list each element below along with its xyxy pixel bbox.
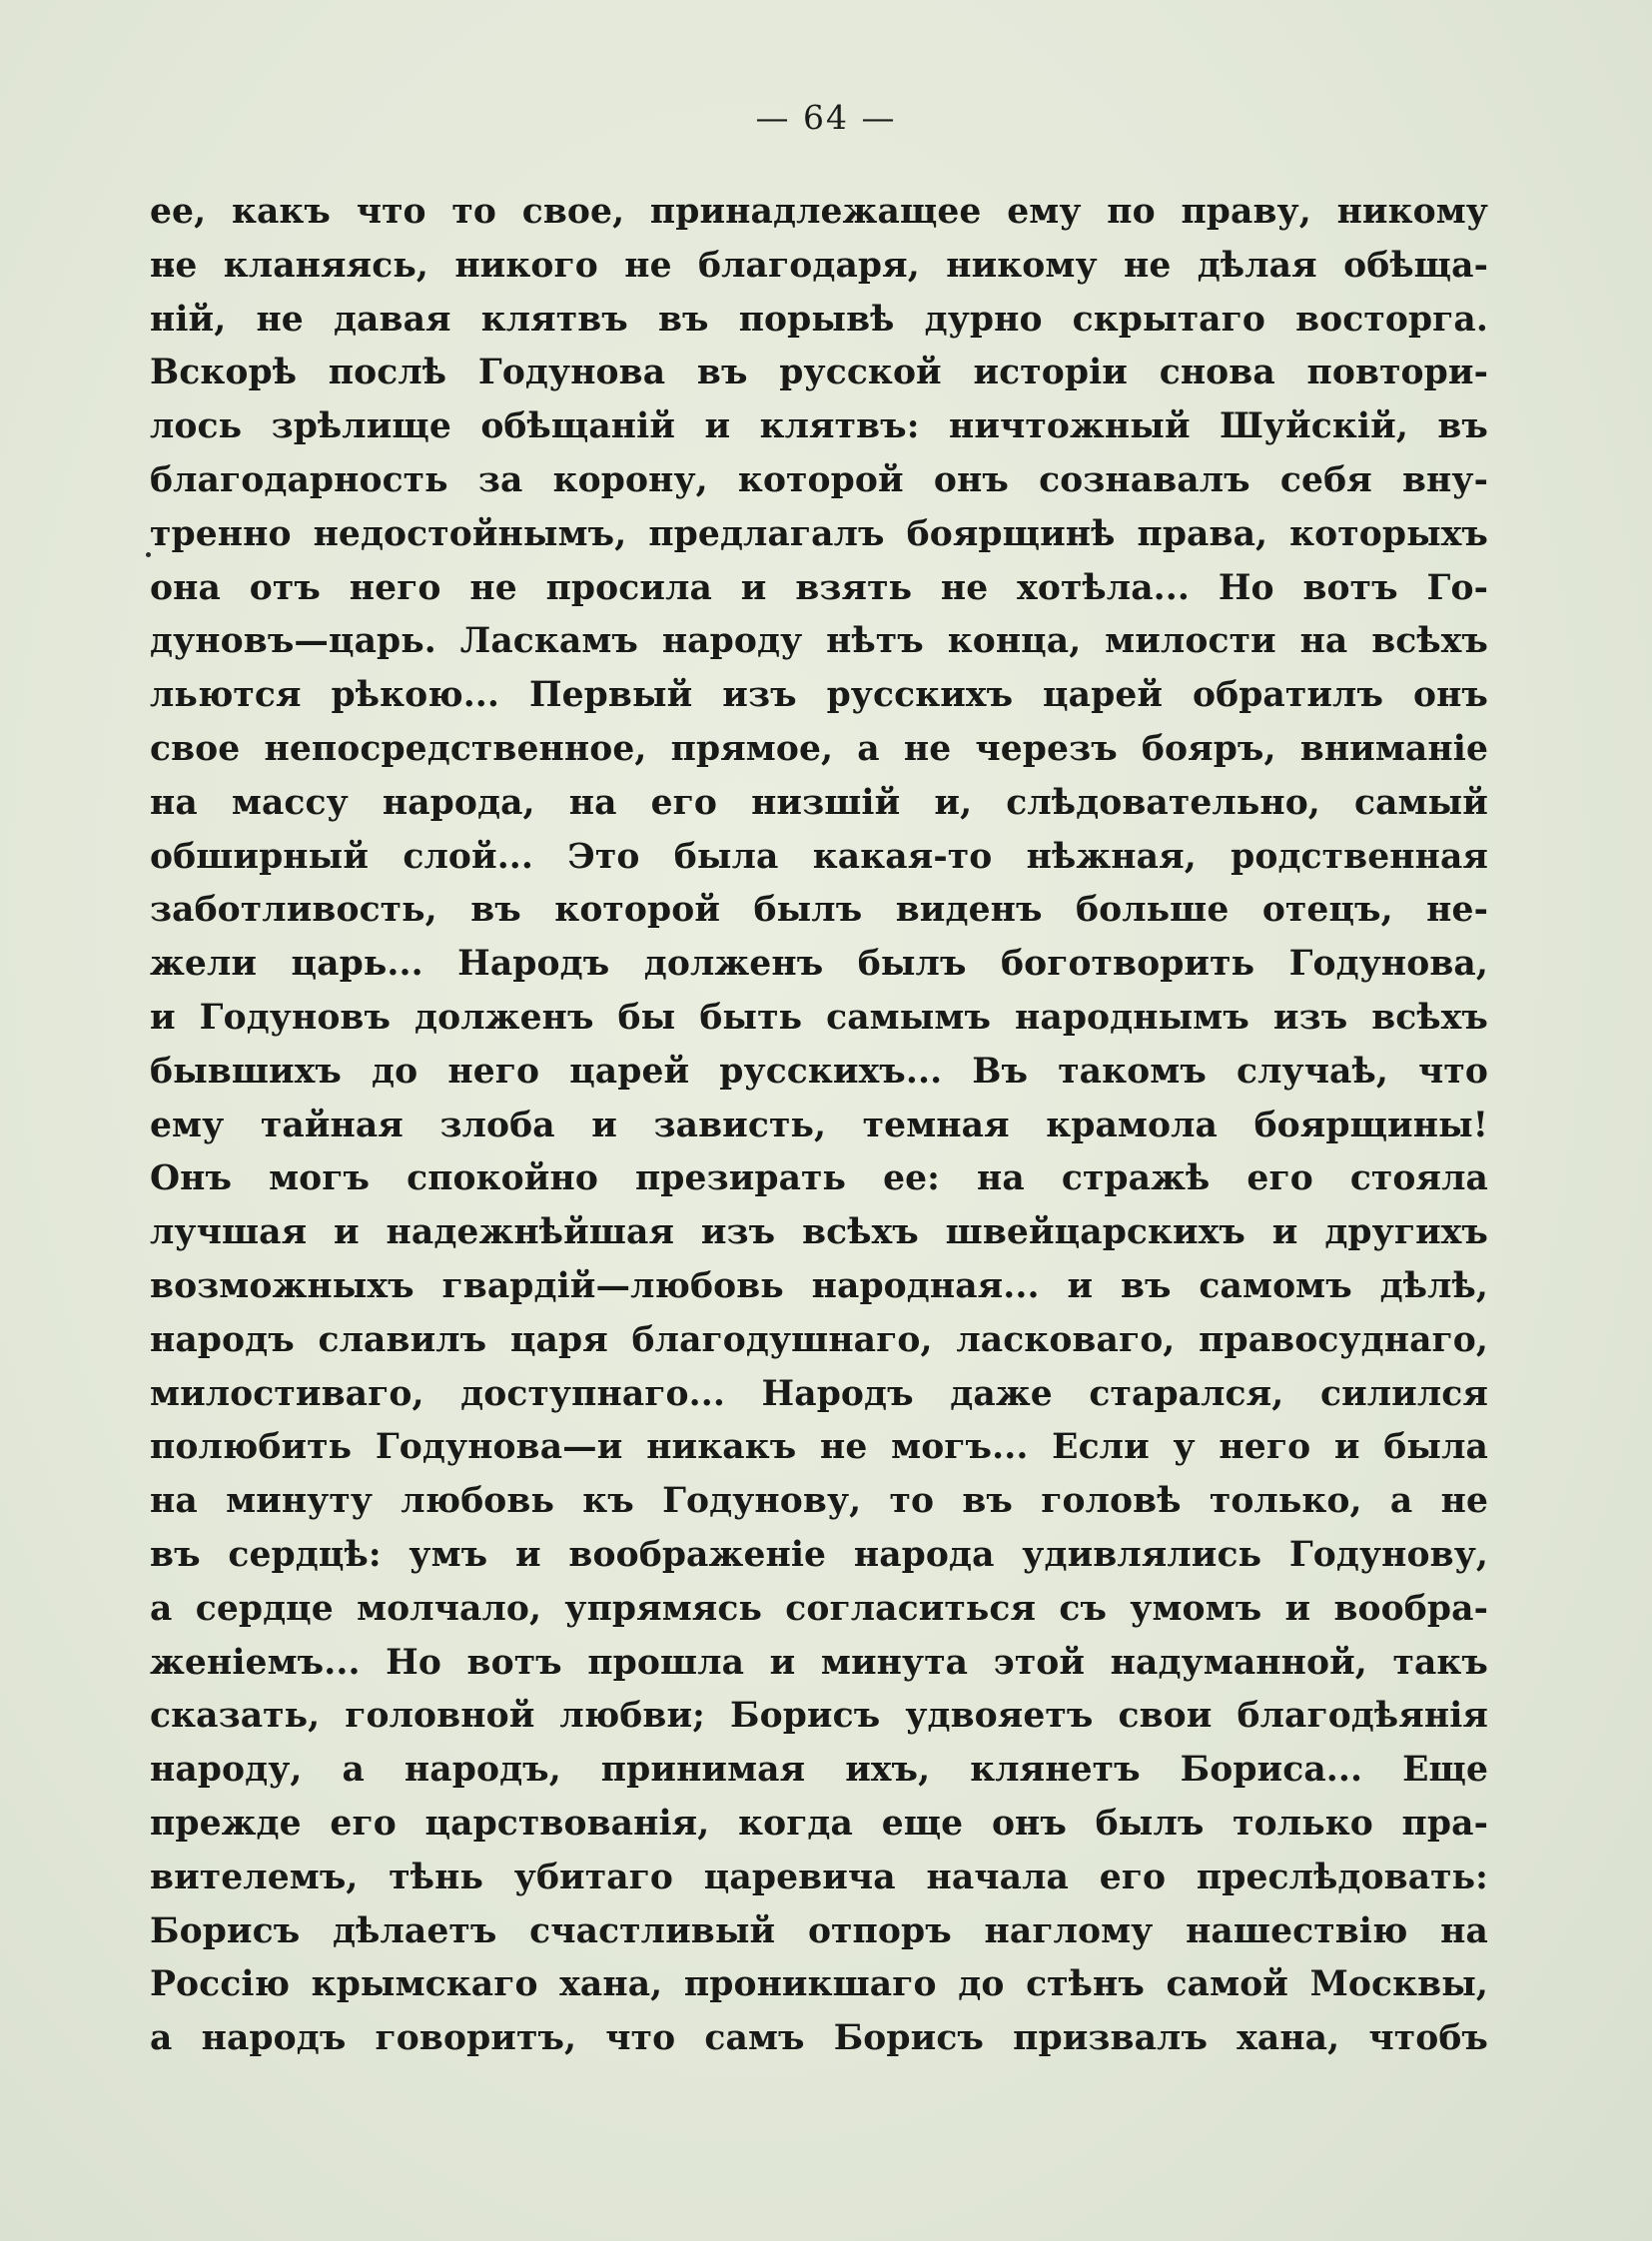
text-line: Борисъ дѣлаетъ счастливый отпоръ наглому нашествію на (150, 1910, 1488, 1951)
text-line: сказать, головной любви; Борисъ удвояетъ свои благодѣянія (150, 1696, 1488, 1737)
text-line: и Годуновъ долженъ бы быть самымъ народнымъ изъ всѣхъ (150, 997, 1488, 1038)
text-line: лучшая и надежнѣйшая изъ всѣхъ швейцарскихъ и другихъ (150, 1212, 1488, 1253)
text-line: лось зрѣлище обѣщаній и клятвъ: ничтожный Шуйскій, въ (150, 406, 1488, 447)
text-line: дуновъ—царь. Ласкамъ народу нѣтъ конца, милости на всѣхъ (150, 621, 1488, 662)
text-line: Россію крымскаго хана, проникшаго до стѣнъ самой Москвы, (150, 1964, 1488, 2005)
text-line: тренно недостойнымъ, предлагалъ боярщинѣ права, которыхъ (150, 513, 1488, 554)
text-line: свое непосредственное, прямое, а не черезъ бояръ, вниманіе (150, 728, 1488, 769)
text-line: народу, а народъ, принимая ихъ, клянетъ Бориса... Еще (150, 1750, 1488, 1791)
text-line: на минуту любовь къ Годунову, то въ головѣ только, а не (150, 1481, 1488, 1522)
text-line: обширный слой... Это была какая-то нѣжная, родственная (150, 836, 1488, 877)
text-line: возможныхъ гвардій—любовь народная... и въ самомъ дѣлѣ, (150, 1265, 1488, 1306)
text-line: она отъ него не просила и взять не хотѣла... Но вотъ Го- (150, 567, 1488, 608)
text-line: жели царь... Народъ долженъ былъ боготворить Годунова, (150, 944, 1488, 985)
text-line: ее, какъ что то свое, принадлежащее ему по праву, никому (150, 192, 1488, 232)
text-line: въ сердцѣ: умъ и воображеніе народа удивлялись Годунову, (150, 1534, 1488, 1575)
text-line: бывшихъ до него царей русскихъ... Въ такомъ случаѣ, что (150, 1051, 1488, 1092)
text-line: а сердце молчало, упрямясь согласиться съ умомъ и вообра- (150, 1588, 1488, 1629)
text-line: льются рѣкою... Первый изъ русскихъ царей обратилъ онъ (150, 675, 1488, 716)
text-line: народъ славилъ царя благодушнаго, ласковаго, правосуднаго, (150, 1319, 1488, 1360)
body-text (150, 186, 1488, 2066)
text-line: заботливость, въ которой былъ виденъ больше отецъ, не- (150, 890, 1488, 931)
text-line: ній, не давая клятвъ въ порывѣ дурно скрытаго восторга. (150, 299, 1488, 340)
text-line: на массу народа, на его низшій и, слѣдовательно, самый (150, 782, 1488, 823)
text-line: женіемъ... Но вотъ прошла и минута этой надуманной, такъ (150, 1642, 1488, 1683)
text-line: ему тайная злоба и зависть, темная крамола боярщины! (150, 1105, 1488, 1145)
page-number: — 64 — (755, 98, 897, 137)
text-line: благодарность за корону, которой онъ сознавалъ себя вну- (150, 459, 1488, 500)
text-line: вителемъ, тѣнь убитаго царевича начала его преслѣдовать: (150, 1857, 1488, 1897)
text-line: а народъ говоритъ, что самъ Борисъ призвалъ хана, чтобъ (150, 2018, 1488, 2059)
text-line: Онъ могъ спокойно презирать ее: на стражѣ его стояла (150, 1158, 1488, 1199)
text-line: полюбить Годунова—и никакъ не могъ... Если у него и была (150, 1427, 1488, 1468)
text-line: не кланяясь, никого не благодаря, никому не дѣлая обѣща- (150, 245, 1488, 286)
text-line: милостиваго, доступнаго... Народъ даже старался, силился (150, 1373, 1488, 1414)
text-line: прежде его царствованія, когда еще онъ былъ только пра- (150, 1803, 1488, 1844)
text-line: Вскорѣ послѣ Годунова въ русской исторіи снова повтори- (150, 353, 1488, 393)
